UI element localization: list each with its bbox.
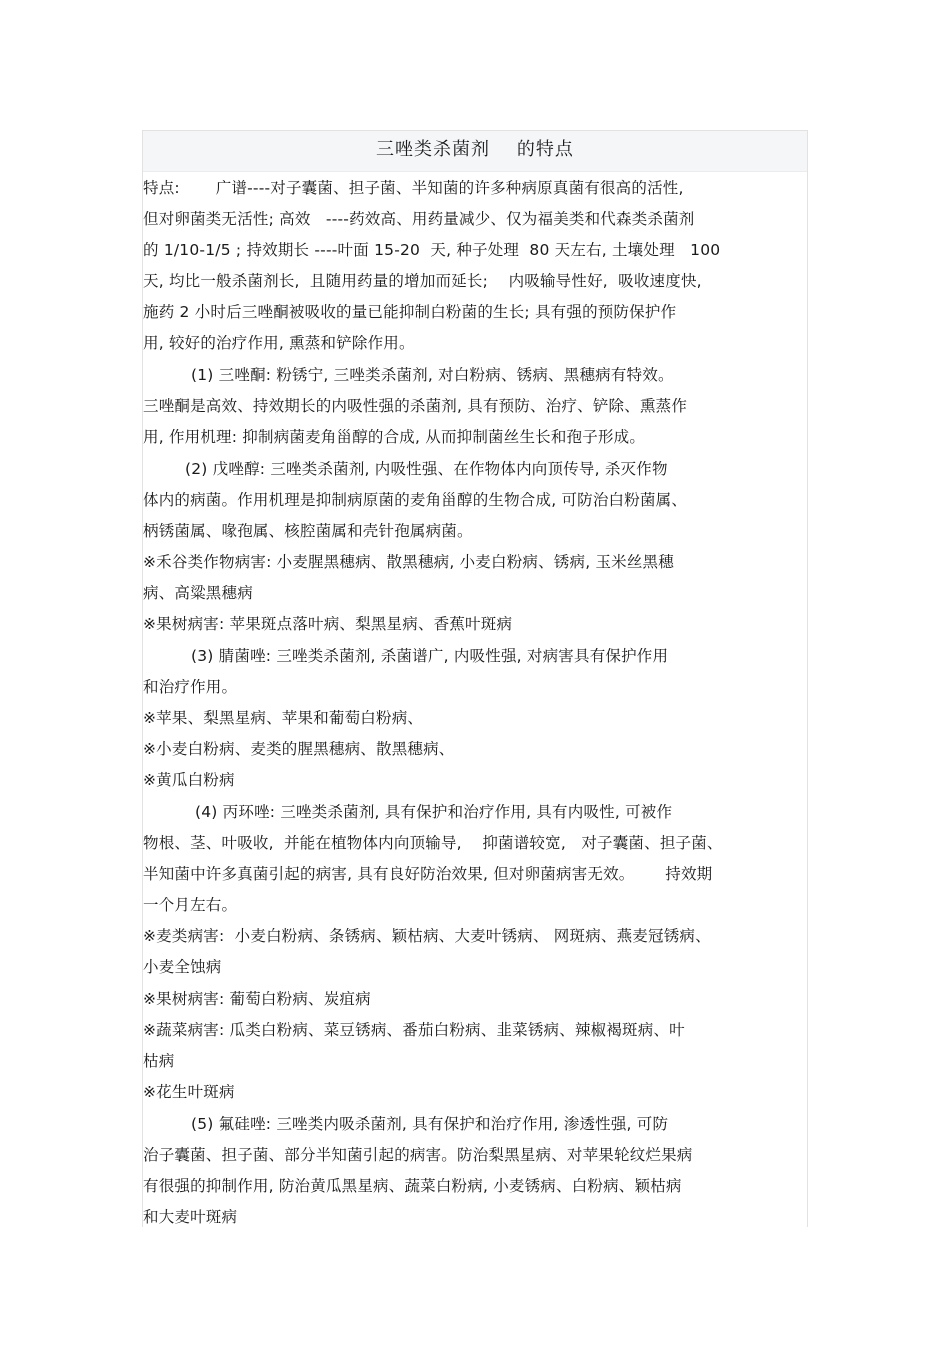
- text-line: (1) 三唑酮: 粉锈宁, 三唑类杀菌剂, 对白粉病、锈病、黑穗病有特效。: [191, 366, 674, 384]
- text-line: ※禾谷类作物病害: 小麦腥黑穗病、散黑穗病, 小麦白粉病、锈病, 玉米丝黑穗: [143, 553, 674, 571]
- text-line: ※蔬菜病害: 瓜类白粉病、菜豆锈病、番茄白粉病、韭菜锈病、辣椒褐斑病、叶: [143, 1021, 685, 1039]
- text-line: (5) 氟硅唑: 三唑类内吸杀菌剂, 具有保护和治疗作用, 渗透性强, 可防: [191, 1115, 669, 1133]
- text-line: 和治疗作用。: [143, 678, 238, 696]
- text-line: 和大麦叶斑病: [143, 1208, 238, 1226]
- text-line: ※黄瓜白粉病: [143, 771, 235, 789]
- text-line: 但对卵菌类无活性; 高效 ----药效高、用药量减少、仅为福美类和代森类杀菌剂: [143, 210, 695, 228]
- text-line: (4) 丙环唑: 三唑类杀菌剂, 具有保护和治疗作用, 具有内吸性, 可被作: [195, 803, 673, 821]
- title-band: [143, 130, 807, 172]
- text-line: 柄锈菌属、喙孢属、核腔菌属和壳针孢属病菌。: [143, 522, 473, 540]
- text-line: 小麦全蚀病: [143, 958, 222, 976]
- text-line: 一个月左右。: [143, 896, 238, 914]
- text-line: 枯病: [143, 1052, 175, 1070]
- text-line: 物根、茎、叶吸收, 并能在植物体内向顶输导, 抑菌谱较宽, 对子囊菌、担子菌、: [143, 834, 723, 852]
- text-line: 半知菌中许多真菌引起的病害, 具有良好防治效果, 但对卵菌病害无效。 持效期: [143, 865, 713, 883]
- text-line: ※果树病害: 苹果斑点落叶病、梨黑星病、香蕉叶斑病: [143, 615, 513, 633]
- text-line: ※小麦白粉病、麦类的腥黑穗病、散黑穗病、: [143, 740, 455, 758]
- text-line: ※花生叶斑病: [143, 1083, 235, 1101]
- text-line: ※麦类病害: 小麦白粉病、条锈病、颖枯病、大麦叶锈病、 网斑病、燕麦冠锈病、: [143, 927, 711, 945]
- text-line: ※果树病害: 葡萄白粉病、炭疽病: [143, 990, 371, 1008]
- text-line: 施药 2 小时后三唑酮被吸收的量已能抑制白粉菌的生长; 具有强的预防保护作: [143, 303, 677, 321]
- text-line: 三唑酮是高效、持效期长的内吸性强的杀菌剂, 具有预防、治疗、铲除、熏蒸作: [143, 397, 688, 415]
- text-line: 有很强的抑制作用, 防治黄瓜黑星病、蔬菜白粉病, 小麦锈病、白粉病、颖枯病: [143, 1177, 682, 1195]
- document-title: 三唑类杀菌剂 的特点: [376, 139, 574, 160]
- text-line: 特点: 广谱----对子囊菌、担子菌、半知菌的许多种病原真菌有很高的活性,: [143, 179, 684, 197]
- document-page: [142, 130, 808, 1227]
- text-line: 用, 作用机理: 抑制病菌麦角甾醇的合成, 从而抑制菌丝生长和孢子形成。: [143, 428, 646, 446]
- text-line: (2) 戊唑醇: 三唑类杀菌剂, 内吸性强、在作物体内向顶传导, 杀灭作物: [185, 460, 668, 478]
- text-line: (3) 腈菌唑: 三唑类杀菌剂, 杀菌谱广, 内吸性强, 对病害具有保护作用: [191, 647, 669, 665]
- text-line: 的 1/10-1/5 ; 持效期长 ----叶面 15-20 天, 种子处理 80 天左右, 土壤处理 100: [143, 241, 721, 259]
- text-line: 用, 较好的治疗作用, 熏蒸和铲除作用。: [143, 334, 415, 352]
- text-line: ※苹果、梨黑星病、苹果和葡萄白粉病、: [143, 709, 424, 727]
- text-line: 治子囊菌、担子菌、部分半知菌引起的病害。防治梨黑星病、对苹果轮纹烂果病: [143, 1146, 693, 1164]
- text-line: 病、高粱黑穗病: [143, 584, 253, 602]
- text-line: 体内的病菌。作用机理是抑制病原菌的麦角甾醇的生物合成, 可防治白粉菌属、: [143, 491, 688, 509]
- text-line: 天, 均比一般杀菌剂长, 且随用药量的增加而延长; 内吸输导性好, 吸收速度快,: [143, 272, 702, 290]
